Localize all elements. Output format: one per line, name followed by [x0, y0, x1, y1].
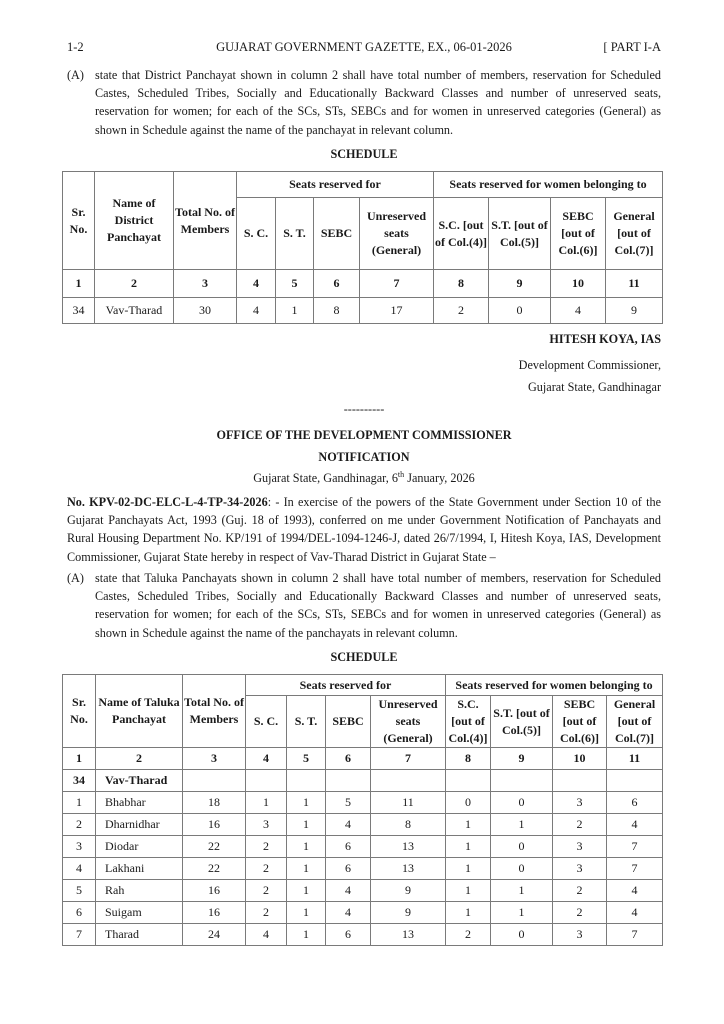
cell-sr: 2: [63, 814, 96, 836]
clause-text: state that District Panchayat shown in column 2 shall have total number of members, reservation for Scheduled Castes, Scheduled Tribes, Socially and Educationally Backward Classes and number of unreserved seats, reservation for women; for each of the SCs, STs, SEBCs and for women in unreserved categories (General) as shown in Schedule against the name of the panchayat in relevant column.: [95, 68, 661, 137]
cell-total: 22: [183, 836, 246, 858]
cell-name: Lakhani: [96, 858, 183, 880]
header-women-sc: S.C. [out of Col.(4)]: [434, 198, 489, 270]
cell-women-st: 0: [491, 858, 553, 880]
cell-women-sebc: 2: [553, 902, 607, 924]
col-num: 6: [326, 748, 371, 770]
cell-st: 1: [287, 902, 326, 924]
cell-sebc: 5: [326, 792, 371, 814]
signatory-designation: Development Commissioner,: [518, 358, 661, 372]
header-women-seats: Seats reserved for women belonging to: [446, 675, 663, 696]
cell-sebc: 4: [326, 814, 371, 836]
cell-women-sc: 2: [434, 298, 489, 324]
header-women-seats: Seats reserved for women belonging to: [434, 172, 663, 198]
taluka-clause: [67, 569, 661, 642]
gazette-part: [ PART I-A: [603, 40, 661, 54]
col-num: 4: [237, 270, 276, 298]
col-num: 11: [606, 270, 663, 298]
cell-total: 16: [183, 880, 246, 902]
schedule-title-2: SCHEDULE: [330, 650, 398, 664]
cell-sebc: 6: [326, 858, 371, 880]
table-row: [63, 298, 663, 324]
cell-women-st: 0: [491, 792, 553, 814]
cell-sc: 3: [246, 814, 287, 836]
header-sebc: SEBC: [314, 198, 360, 270]
taluka-schedule-table: [62, 674, 663, 946]
cell-sc: 2: [246, 880, 287, 902]
cell-sc: 2: [246, 836, 287, 858]
cell-total: 24: [183, 924, 246, 946]
cell-sr: 4: [63, 858, 96, 880]
notification-body: [67, 493, 661, 566]
table-row: [63, 858, 663, 880]
page-number: 1-2: [67, 40, 84, 54]
header-women-sc: S.C. [out of Col.(4)]: [446, 696, 491, 748]
cell-total: 30: [174, 298, 237, 324]
cell-district-name: Vav-Tharad: [96, 770, 183, 792]
cell-name: Tharad: [96, 924, 183, 946]
cell-women-sc: 1: [446, 880, 491, 902]
col-num: 8: [446, 748, 491, 770]
office-heading: OFFICE OF THE DEVELOPMENT COMMISSIONER: [216, 428, 512, 442]
header-sr-no: Sr. No.: [63, 172, 95, 270]
cell-women-sebc: 4: [551, 298, 606, 324]
cell-women-sc: 2: [446, 924, 491, 946]
table-row: [63, 814, 663, 836]
cell-women-sc: 1: [446, 858, 491, 880]
header-seats-reserved: Seats reserved for: [246, 675, 446, 696]
table-row: [63, 792, 663, 814]
header-unreserved: Unreserved seats (General): [371, 696, 446, 748]
cell-unreserved: 17: [360, 298, 434, 324]
col-num: 6: [314, 270, 360, 298]
cell-st: 1: [287, 814, 326, 836]
cell-sebc: 6: [326, 924, 371, 946]
header-unreserved: Unreserved seats (General): [360, 198, 434, 270]
col-num: 10: [553, 748, 607, 770]
col-num: 9: [489, 270, 551, 298]
cell-name: Diodar: [96, 836, 183, 858]
cell-name: Vav-Tharad: [95, 298, 174, 324]
notification-text: : - In exercise of the powers of the State Government under Section 10 of the Gujarat Panchayats Act, 1993 (Guj. 18 of 1993), conferred on me under Government Notification of Panchayats and Rural Housing Department No. KP/191 of 1994/DEL-1094-1246-J, dated 26/7/1994, I, Hitesh Koya, IAS, Development Commissioner, Gujarat State hereby in respect of Vav-Tharad District in Gujarat State –: [67, 495, 661, 564]
signatory-place: Gujarat State, Gandhinagar: [528, 380, 661, 394]
clause-label: (A): [67, 68, 84, 82]
cell-sr: 1: [63, 792, 96, 814]
cell-women-general: 7: [607, 836, 663, 858]
header-name: Name of Taluka Panchayat: [96, 675, 183, 748]
cell-st: 1: [287, 924, 326, 946]
cell-women-sc: 0: [446, 792, 491, 814]
cell-sr: 5: [63, 880, 96, 902]
header-total: Total No. of Members: [183, 675, 246, 748]
cell-women-st: 1: [491, 902, 553, 924]
cell-women-general: 6: [607, 792, 663, 814]
cell-sc: 4: [237, 298, 276, 324]
col-num: 7: [360, 270, 434, 298]
cell-women-sebc: 3: [553, 836, 607, 858]
cell-women-sebc: 3: [553, 924, 607, 946]
col-num: 1: [63, 270, 95, 298]
cell-unreserved: 9: [371, 902, 446, 924]
col-num: 1: [63, 748, 96, 770]
header-total: Total No. of Members: [174, 172, 237, 270]
district-schedule-table: [62, 171, 663, 324]
signatory-name: HITESH KOYA, IAS: [549, 332, 661, 346]
cell-unreserved: 13: [371, 858, 446, 880]
cell-women-general: 7: [607, 924, 663, 946]
header-st: S. T.: [287, 696, 326, 748]
col-num: 3: [183, 748, 246, 770]
header-sc: S. C.: [246, 696, 287, 748]
cell-total: 16: [183, 814, 246, 836]
cell-sc: 2: [246, 902, 287, 924]
clause-label: (A): [67, 571, 84, 585]
cell-sc: 1: [246, 792, 287, 814]
table-row: [63, 836, 663, 858]
header-women-sebc: SEBC [out of Col.(6)]: [553, 696, 607, 748]
district-clause: [67, 66, 661, 139]
cell-name: Dharnidhar: [96, 814, 183, 836]
cell-total: 16: [183, 902, 246, 924]
cell-sr: 7: [63, 924, 96, 946]
cell-name: Bhabhar: [96, 792, 183, 814]
separator-line: ----------: [343, 402, 385, 416]
cell-women-sc: 1: [446, 814, 491, 836]
cell-total: 18: [183, 792, 246, 814]
dateline-prefix: Gujarat State, Gandhinagar, 6: [253, 471, 398, 485]
col-num: 5: [287, 748, 326, 770]
cell-sr: 34: [63, 298, 95, 324]
cell-name: Suigam: [96, 902, 183, 924]
cell-women-st: 0: [489, 298, 551, 324]
col-num: 4: [246, 748, 287, 770]
header-women-st: S.T. [out of Col.(5)]: [489, 198, 551, 270]
cell-st: 1: [287, 836, 326, 858]
cell-women-sc: 1: [446, 902, 491, 924]
cell-women-sc: 1: [446, 836, 491, 858]
cell-women-st: 1: [491, 880, 553, 902]
cell-women-st: 0: [491, 924, 553, 946]
col-num: 10: [551, 270, 606, 298]
cell-sc: 4: [246, 924, 287, 946]
cell-women-general: 4: [607, 880, 663, 902]
clause-text: state that Taluka Panchayats shown in column 2 shall have total number of members, reservation for Scheduled Castes, Scheduled Tribes, Socially and Educationally Backward Classes and number of unreserved seats, reservation for women; for each of the SCs, STs, SEBCs and for women in unreserved categories (General) as shown in Schedule against the name of the panchayats in relevant column.: [95, 571, 661, 640]
district-row: [63, 770, 663, 792]
dateline-suffix: January, 2026: [404, 471, 475, 485]
cell-sebc: 4: [326, 902, 371, 924]
cell-women-general: 7: [607, 858, 663, 880]
cell-sebc: 4: [326, 880, 371, 902]
header-sebc: SEBC: [326, 696, 371, 748]
col-num: 8: [434, 270, 489, 298]
cell-sebc: 6: [326, 836, 371, 858]
cell-women-sebc: 2: [553, 880, 607, 902]
cell-sr: 3: [63, 836, 96, 858]
cell-name: Rah: [96, 880, 183, 902]
cell-women-sebc: 3: [553, 792, 607, 814]
cell-st: 1: [276, 298, 314, 324]
cell-women-sebc: 3: [553, 858, 607, 880]
dateline-sup: th: [397, 469, 405, 479]
col-num: 3: [174, 270, 237, 298]
col-num: 2: [95, 270, 174, 298]
header-women-general: General [out of Col.(7)]: [607, 696, 663, 748]
col-num: 5: [276, 270, 314, 298]
header-seats-reserved: Seats reserved for: [237, 172, 434, 198]
col-num: 9: [491, 748, 553, 770]
cell-unreserved: 9: [371, 880, 446, 902]
cell-unreserved: 13: [371, 924, 446, 946]
header-women-st: S.T. [out of Col.(5)]: [491, 696, 553, 748]
cell-st: 1: [287, 880, 326, 902]
cell-total: 22: [183, 858, 246, 880]
column-number-row: [63, 270, 663, 298]
col-num: 2: [96, 748, 183, 770]
cell-women-st: 0: [491, 836, 553, 858]
page-header: [67, 40, 661, 56]
header-women-general: General [out of Col.(7)]: [606, 198, 663, 270]
header-name: Name of District Panchayat: [95, 172, 174, 270]
cell-st: 1: [287, 858, 326, 880]
column-number-row: [63, 748, 663, 770]
cell-sc: 2: [246, 858, 287, 880]
cell-women-st: 1: [491, 814, 553, 836]
cell-unreserved: 13: [371, 836, 446, 858]
header-st: S. T.: [276, 198, 314, 270]
gazette-title: GUJARAT GOVERNMENT GAZETTE, EX., 06-01-2026: [216, 40, 512, 54]
schedule-title-1: SCHEDULE: [330, 147, 398, 161]
header-sr-no: Sr. No.: [63, 675, 96, 748]
dateline: [67, 471, 661, 486]
table-row: [63, 902, 663, 924]
col-num: 11: [607, 748, 663, 770]
cell-women-general: 4: [607, 902, 663, 924]
cell-women-sebc: 2: [553, 814, 607, 836]
cell-unreserved: 8: [371, 814, 446, 836]
table-row: [63, 924, 663, 946]
table-row: [63, 880, 663, 902]
cell-unreserved: 11: [371, 792, 446, 814]
cell-sr: 34: [63, 770, 96, 792]
cell-st: 1: [287, 792, 326, 814]
cell-women-general: 9: [606, 298, 663, 324]
notification-heading: NOTIFICATION: [318, 450, 410, 464]
header-women-sebc: SEBC [out of Col.(6)]: [551, 198, 606, 270]
cell-sr: 6: [63, 902, 96, 924]
header-sc: S. C.: [237, 198, 276, 270]
cell-sebc: 8: [314, 298, 360, 324]
col-num: 7: [371, 748, 446, 770]
notification-number: No. KPV-02-DC-ELC-L-4-TP-34-2026: [67, 495, 268, 509]
cell-women-general: 4: [607, 814, 663, 836]
